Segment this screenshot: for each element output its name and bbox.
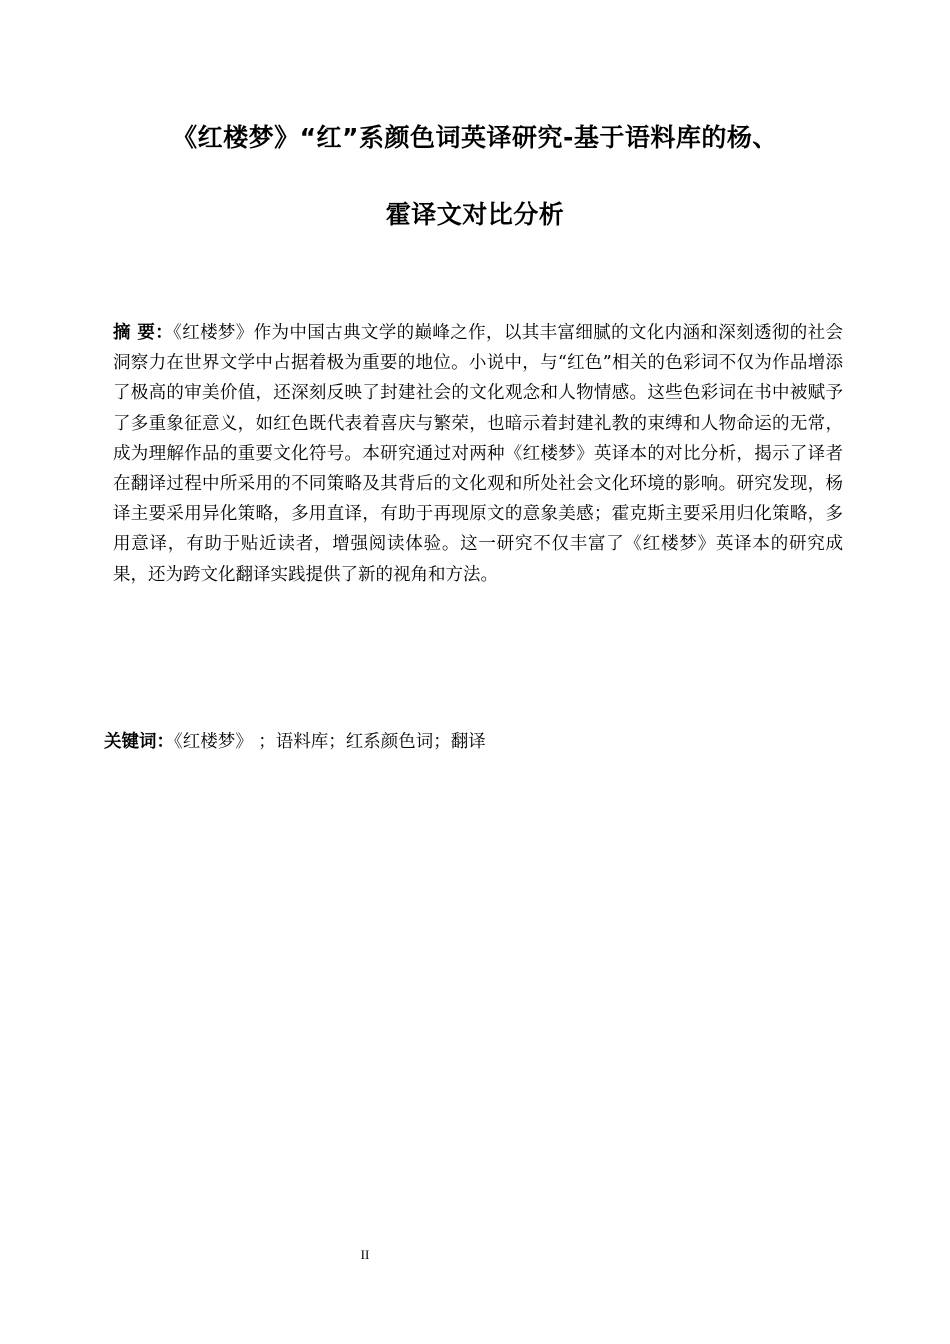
abstract-label: 摘 要： bbox=[113, 323, 174, 343]
keywords-text: 《红楼梦》 ；语料库；红系颜色词；翻译 bbox=[174, 732, 486, 752]
title-line-2: 霍译文对比分析 bbox=[385, 200, 565, 229]
keywords-line bbox=[104, 727, 844, 757]
abstract-paragraph bbox=[113, 318, 843, 590]
title-line-1: 《红楼梦》“红”系颜色词英译研究-基于语料库的杨、 bbox=[172, 123, 778, 152]
abstract-text: 《红楼梦》作为中国古典文学的巅峰之作，以其丰富细腻的文化内涵和深刻透彻的社会洞察力在世界文学中占据着极为重要的地位。小说中，与“红色”相关的色彩词不仅为作品增添了极高的审美价值，还深刻反映了封建社会的文化观念和人物情感。这些色彩词在书中被赋予了多重象征意义，如红色既代表着喜庆与繁荣，也暗示着封建礼教的束缚和人物命运的无常，成为理解作品的重要文化符号。本研究通过对两种《红楼梦》英译本的对比分析，揭示了译者在翻译过程中所采用的不同策略及其背后的文化观和所处社会文化环境的影响。研究发现，杨译主要采用异化策略，多用直译，有助于再现原文的意象美感；霍克斯主要采用归化策略，多用意译，有助于贴近读者，增强阅读体验。这一研究不仅丰富了《红楼梦》英译本的研究成果，还为跨文化翻译实践提供了新的视角和方法。 bbox=[113, 323, 844, 585]
keywords-label: 关键词： bbox=[104, 732, 174, 752]
page-number: II bbox=[360, 1247, 370, 1262]
